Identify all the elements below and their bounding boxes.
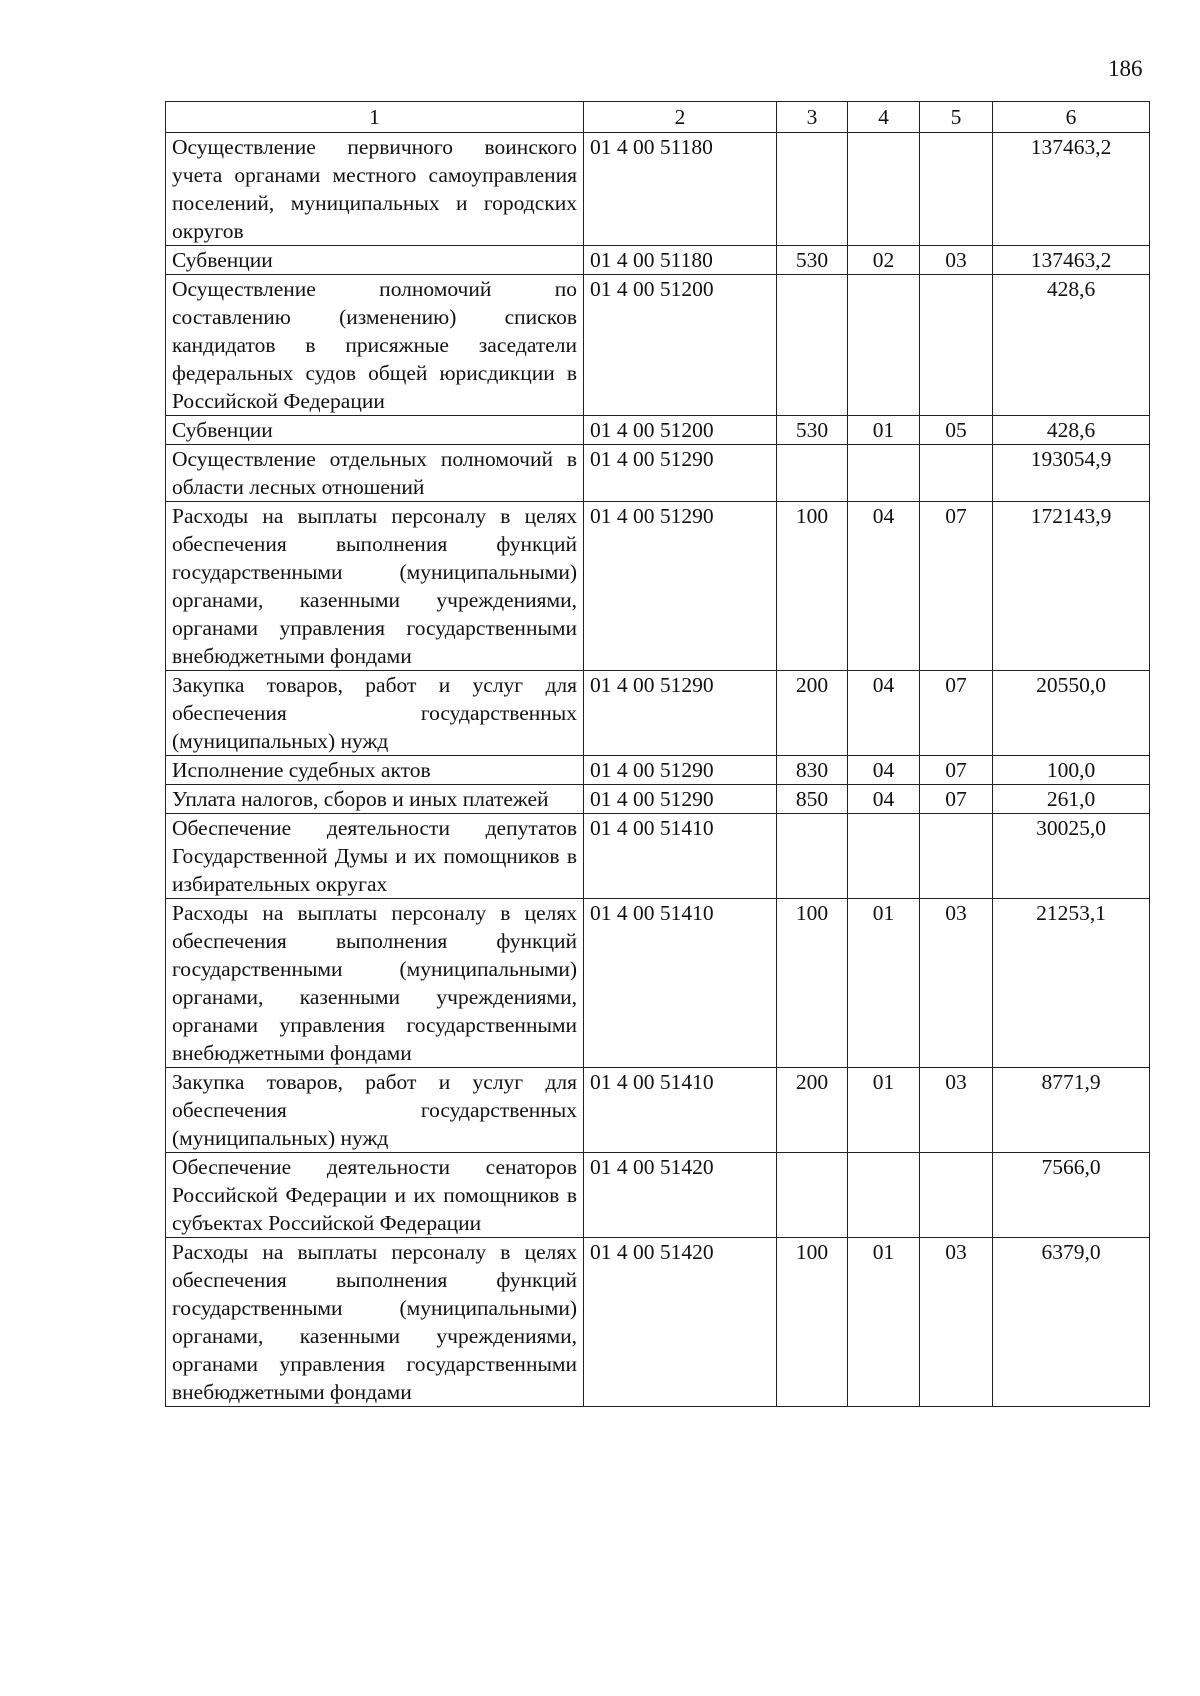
expense-type-code xyxy=(777,445,848,502)
expense-name: Закупка товаров, работ и услуг для обеспечения государственных (муниципальных) нужд xyxy=(166,671,584,756)
expense-name: Закупка товаров, работ и услуг для обеспечения государственных (муниципальных) нужд xyxy=(166,1068,584,1153)
amount-value: 428,6 xyxy=(993,416,1150,445)
table-row xyxy=(166,416,1150,445)
target-article-code: 01 4 00 51290 xyxy=(584,445,777,502)
target-article-code: 01 4 00 51290 xyxy=(584,502,777,671)
expense-name: Осуществление отдельных полномочий в области лесных отношений xyxy=(166,445,584,502)
expense-name: Осуществление полномочий по составлению (изменению) списков кандидатов в присяжные заседатели федеральных судов общей юрисдикции в Российской Федерации xyxy=(166,275,584,416)
section-code: 04 xyxy=(848,756,920,785)
section-code xyxy=(848,133,920,246)
section-code: 01 xyxy=(848,1068,920,1153)
subsection-code: 03 xyxy=(920,899,993,1068)
target-article-code: 01 4 00 51200 xyxy=(584,416,777,445)
subsection-code: 07 xyxy=(920,785,993,814)
subsection-code: 05 xyxy=(920,416,993,445)
section-code xyxy=(848,275,920,416)
target-article-code: 01 4 00 51410 xyxy=(584,1068,777,1153)
table-row xyxy=(166,275,1150,416)
expense-type-code: 200 xyxy=(777,671,848,756)
section-code xyxy=(848,1153,920,1238)
expense-name: Субвенции xyxy=(166,416,584,445)
amount-value: 193054,9 xyxy=(993,445,1150,502)
table-row xyxy=(166,1238,1150,1407)
amount-value: 30025,0 xyxy=(993,814,1150,899)
amount-value: 6379,0 xyxy=(993,1238,1150,1407)
column-header-1: 1 xyxy=(166,102,584,133)
table-row xyxy=(166,502,1150,671)
expense-type-code: 850 xyxy=(777,785,848,814)
target-article-code: 01 4 00 51290 xyxy=(584,756,777,785)
target-article-code: 01 4 00 51420 xyxy=(584,1238,777,1407)
expense-type-code: 530 xyxy=(777,416,848,445)
expense-name: Расходы на выплаты персоналу в целях обеспечения выполнения функций государственными (муниципальными) органами, казенными учреждениями, органами управления государственными внебюджетными фондами xyxy=(166,502,584,671)
target-article-code: 01 4 00 51410 xyxy=(584,899,777,1068)
section-code: 01 xyxy=(848,416,920,445)
amount-value: 20550,0 xyxy=(993,671,1150,756)
subsection-code: 07 xyxy=(920,502,993,671)
expense-type-code: 100 xyxy=(777,899,848,1068)
expense-type-code: 830 xyxy=(777,756,848,785)
expense-type-code xyxy=(777,814,848,899)
expense-name: Обеспечение деятельности депутатов Государственной Думы и их помощников в избирательных округах xyxy=(166,814,584,899)
column-header-2: 2 xyxy=(584,102,777,133)
subsection-code xyxy=(920,814,993,899)
budget-table xyxy=(165,101,1150,1407)
expense-type-code: 200 xyxy=(777,1068,848,1153)
amount-value: 428,6 xyxy=(993,275,1150,416)
table-row xyxy=(166,785,1150,814)
amount-value: 172143,9 xyxy=(993,502,1150,671)
column-header-4: 4 xyxy=(848,102,920,133)
target-article-code: 01 4 00 51420 xyxy=(584,1153,777,1238)
expense-name: Расходы на выплаты персоналу в целях обеспечения выполнения функций государственными (муниципальными) органами, казенными учреждениями, органами управления государственными внебюджетными фондами xyxy=(166,899,584,1068)
column-header-3: 3 xyxy=(777,102,848,133)
table-row xyxy=(166,756,1150,785)
subsection-code: 03 xyxy=(920,1068,993,1153)
subsection-code xyxy=(920,275,993,416)
section-code xyxy=(848,445,920,502)
table-row xyxy=(166,671,1150,756)
expense-name: Субвенции xyxy=(166,246,584,275)
section-code: 02 xyxy=(848,246,920,275)
target-article-code: 01 4 00 51290 xyxy=(584,671,777,756)
table-row xyxy=(166,1068,1150,1153)
amount-value: 7566,0 xyxy=(993,1153,1150,1238)
header-row xyxy=(166,102,1150,133)
subsection-code xyxy=(920,445,993,502)
table-row xyxy=(166,445,1150,502)
expense-name: Исполнение судебных актов xyxy=(166,756,584,785)
expense-name: Осуществление первичного воинского учета органами местного самоуправления поселений, муниципальных и городских округов xyxy=(166,133,584,246)
expense-name: Уплата налогов, сборов и иных платежей xyxy=(166,785,584,814)
section-code: 01 xyxy=(848,1238,920,1407)
target-article-code: 01 4 00 51410 xyxy=(584,814,777,899)
subsection-code xyxy=(920,133,993,246)
column-header-6: 6 xyxy=(993,102,1150,133)
amount-value: 8771,9 xyxy=(993,1068,1150,1153)
amount-value: 21253,1 xyxy=(993,899,1150,1068)
subsection-code: 07 xyxy=(920,756,993,785)
expense-type-code: 100 xyxy=(777,1238,848,1407)
target-article-code: 01 4 00 51200 xyxy=(584,275,777,416)
expense-type-code: 100 xyxy=(777,502,848,671)
table-row xyxy=(166,246,1150,275)
column-header-5: 5 xyxy=(920,102,993,133)
subsection-code xyxy=(920,1153,993,1238)
target-article-code: 01 4 00 51180 xyxy=(584,133,777,246)
subsection-code: 03 xyxy=(920,1238,993,1407)
expense-type-code xyxy=(777,133,848,246)
section-code: 04 xyxy=(848,671,920,756)
table-row xyxy=(166,133,1150,246)
amount-value: 261,0 xyxy=(993,785,1150,814)
table-row xyxy=(166,1153,1150,1238)
table-row xyxy=(166,899,1150,1068)
expense-type-code xyxy=(777,275,848,416)
expense-type-code xyxy=(777,1153,848,1238)
amount-value: 137463,2 xyxy=(993,246,1150,275)
subsection-code: 03 xyxy=(920,246,993,275)
section-code xyxy=(848,814,920,899)
section-code: 01 xyxy=(848,899,920,1068)
expense-type-code: 530 xyxy=(777,246,848,275)
expense-name: Расходы на выплаты персоналу в целях обеспечения выполнения функций государственными (муниципальными) органами, казенными учреждениями, органами управления государственными внебюджетными фондами xyxy=(166,1238,584,1407)
section-code: 04 xyxy=(848,785,920,814)
section-code: 04 xyxy=(848,502,920,671)
target-article-code: 01 4 00 51180 xyxy=(584,246,777,275)
table-row xyxy=(166,814,1150,899)
page-number: 186 xyxy=(1108,56,1143,81)
subsection-code: 07 xyxy=(920,671,993,756)
expense-name: Обеспечение деятельности сенаторов Российской Федерации и их помощников в субъектах Российской Федерации xyxy=(166,1153,584,1238)
amount-value: 137463,2 xyxy=(993,133,1150,246)
amount-value: 100,0 xyxy=(993,756,1150,785)
target-article-code: 01 4 00 51290 xyxy=(584,785,777,814)
